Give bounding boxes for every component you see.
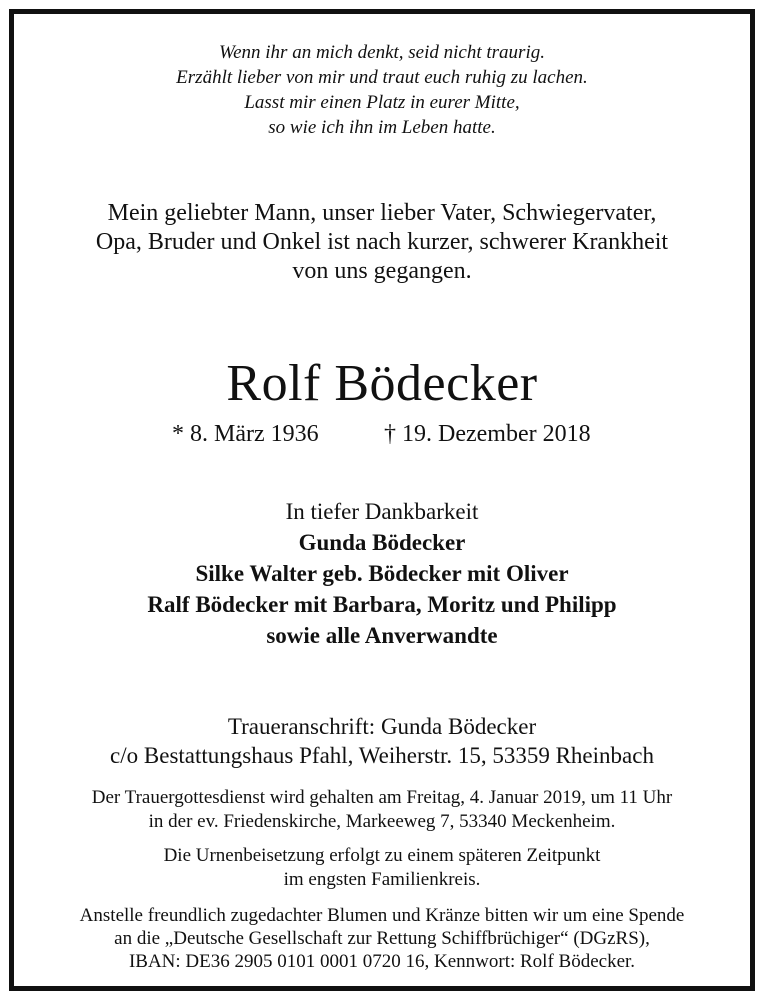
urn-line: im engsten Familienkreis.: [283, 869, 481, 890]
urn-line: Die Urnenbeisetzung erfolgt zu einem späteren Zeitpunkt: [163, 845, 601, 866]
poem-line: Wenn ihr an mich denkt, seid nicht traurig.: [219, 42, 545, 63]
poem-line: Lasst mir einen Platz in eurer Mitte,: [244, 92, 520, 113]
donation-line: Anstelle freundlich zugedachter Blumen und Kränze bitten wir um eine Spende: [79, 905, 685, 926]
service-line: Der Trauergottesdienst wird gehalten am Freitag, 4. Januar 2019, um 11 Uhr: [91, 787, 673, 808]
poem-line: Erzählt lieber von mir und traut euch ruhig zu lachen.: [176, 67, 588, 88]
mourning-address: [14, 712, 750, 770]
obituary-frame: [9, 9, 755, 991]
donation-request: [14, 904, 750, 973]
family-section: [14, 496, 750, 651]
intro-line: Opa, Bruder und Onkel ist nach kurzer, schwerer Krankheit: [95, 229, 669, 255]
intro-line: von uns gegangen.: [292, 258, 472, 284]
family-intro: In tiefer Dankbarkeit: [285, 499, 479, 524]
poem: [14, 40, 750, 140]
family-member: Gunda Bödecker: [298, 530, 466, 555]
donation-line: IBAN: DE36 2905 0101 0001 0720 16, Kennwort: Rolf Bödecker.: [128, 951, 636, 972]
address-line: Traueranschrift: Gunda Bödecker: [227, 714, 537, 739]
service-line: in der ev. Friedenskirche, Markeeweg 7, 53340 Meckenheim.: [148, 811, 616, 832]
family-member: sowie alle Anverwandte: [266, 623, 498, 648]
urn-burial: [14, 844, 750, 892]
family-member: Ralf Bödecker mit Barbara, Moritz und Philipp: [147, 592, 617, 617]
deceased-name: Rolf Bödecker: [226, 355, 538, 412]
poem-line: so wie ich ihn im Leben hatte.: [268, 117, 496, 138]
funeral-service: [14, 786, 750, 834]
intro-line: Mein geliebter Mann, unser lieber Vater, Schwiegervater,: [107, 200, 657, 226]
birth-date: * 8. März 1936: [172, 421, 319, 447]
family-member: Silke Walter geb. Bödecker mit Oliver: [195, 561, 569, 586]
donation-line: an die „Deutsche Gesellschaft zur Rettung Schiffbrüchiger“ (DGzRS),: [114, 928, 650, 949]
death-date: † 19. Dezember 2018: [384, 421, 591, 447]
intro-text: [14, 199, 750, 286]
address-line: c/o Bestattungshaus Pfahl, Weiherstr. 15, 53359 Rheinbach: [110, 743, 654, 768]
